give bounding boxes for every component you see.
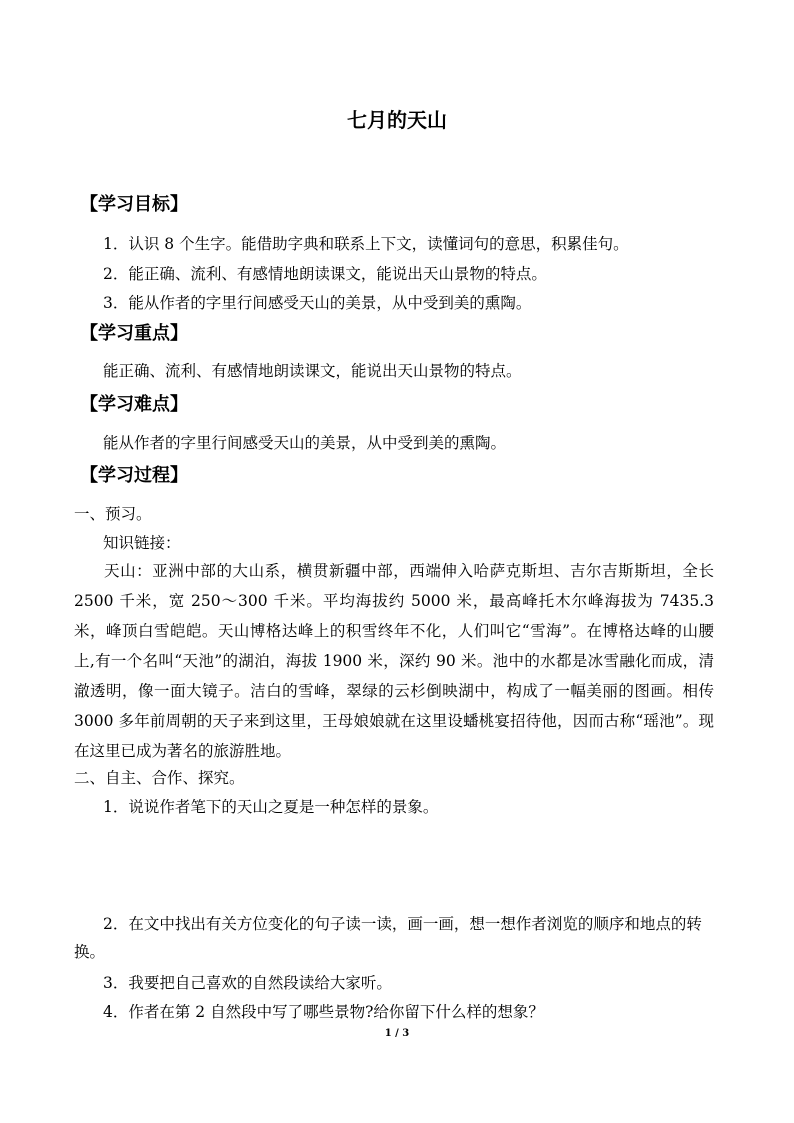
part-one-heading: 一、预习。	[74, 505, 152, 523]
objectives-heading: 【学习目标】	[80, 194, 188, 215]
knowledge-link-label: 知识链接：	[103, 534, 181, 552]
objective-item: 1．认识 8 个生字。能借助字典和联系上下文，读懂词句的意思，积累佳句。	[103, 235, 629, 253]
key-points-heading: 【学习重点】	[80, 323, 188, 344]
knowledge-link-text: 天山：亚洲中部的大山系，横贯新疆中部，西端伸入哈萨克斯坦、吉尔吉斯斯坦，全长 2500 千米，宽 250～300 千米。平均海拔约 5000 米，最高峰托木尔峰海拔为 7435.3 米，峰顶白雪皑皑。天山博格达峰上的积雪终年不化，人们叫它“雪海”。在博格达峰的山腰上,有一个名叫“天池”的湖泊，海拔 1900 米，深约 90 米。池中的水都是冰雪融化而成，清澈透明，像一面大镜子。洁白的雪峰，翠绿的云杉倒映湖中，构成了一幅美丽的图画。相传 3000 多年前周朝的天子来到这里，王母娘娘就在这里设蟠桃宴招待他，因而古称“瑶池”。现在这里已成为著名的旅游胜地。	[74, 562, 714, 760]
page-title: 七月的天山	[347, 108, 447, 132]
question-4: 4．作者在第 2 自然段中写了哪些景物?给你留下什么样的想象？	[103, 1003, 544, 1021]
difficulties-heading: 【学习难点】	[80, 394, 188, 415]
question-2-continued: 换。	[74, 943, 106, 961]
question-1: 1．说说作者笔下的天山之夏是一种怎样的景象。	[103, 798, 439, 816]
key-points-text: 能正确、流利、有感情地朗读课文，能说出天山景物的特点。	[103, 362, 522, 380]
difficulties-text: 能从作者的字里行间感受天山的美景，从中受到美的熏陶。	[103, 434, 507, 452]
part-two-heading: 二、自主、合作、探究。	[74, 769, 245, 787]
question-2: 2．在文中找出有关方位变化的句子读一读，画一画，想一想作者浏览的顺序和地点的转	[103, 915, 702, 933]
process-heading: 【学习过程】	[80, 465, 188, 486]
page-number: 1 / 3	[384, 1028, 410, 1039]
question-3: 3．我要把自己喜欢的自然段读给大家听。	[103, 974, 392, 992]
objective-item: 2．能正确、流利、有感情地朗读课文，能说出天山景物的特点。	[103, 265, 547, 283]
objective-item: 3．能从作者的字里行间感受天山的美景，从中受到美的熏陶。	[103, 294, 532, 312]
